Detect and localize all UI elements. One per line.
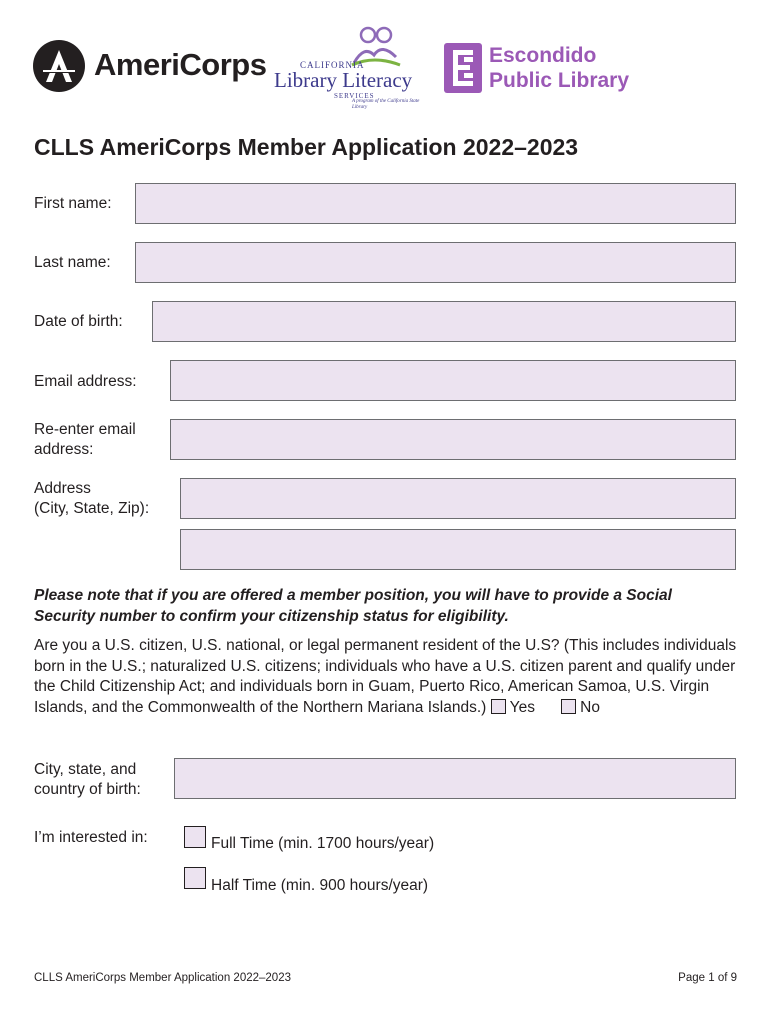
citizenship-question <box>34 636 739 718</box>
address-label <box>34 479 149 519</box>
ssn-note: Please note that if you are offered a member position, you will have to provide a Social Security number to confirm your citizenship status for eligibility. <box>34 587 672 625</box>
birthplace-label <box>34 760 141 800</box>
escondido-library-name <box>489 43 629 93</box>
clls-california-text: CALIFORNIA <box>300 60 365 70</box>
address-label-line1: Address <box>34 480 91 497</box>
first-name-field[interactable] <box>135 183 736 224</box>
reenter-email-label-line1: Re-enter email <box>34 421 136 438</box>
clls-name-text: Library Literacy <box>274 68 413 92</box>
citizenship-no-label: No <box>580 698 600 716</box>
last-name-field[interactable] <box>135 242 736 283</box>
reenter-email-label <box>34 420 136 460</box>
epl-line1: Escondido <box>489 44 597 67</box>
address-field-line2[interactable] <box>180 529 736 570</box>
reenter-email-field[interactable] <box>170 419 736 460</box>
page-title: CLLS AmeriCorps Member Application 2022–2023 <box>34 134 579 160</box>
escondido-library-icon <box>444 43 482 93</box>
footer-page-number: Page 1 of 9 <box>678 972 737 984</box>
interest-label: I’m interested in: <box>34 829 148 846</box>
americorps-wordmark: AmeriCorps <box>94 47 267 82</box>
address-label-line2: (City, State, Zip): <box>34 500 150 517</box>
last-name-label: Last name: <box>34 254 111 271</box>
half-time-label: Half Time (min. 900 hours/year) <box>211 877 429 894</box>
birthplace-label-line1: City, state, and <box>34 761 137 778</box>
birthplace-field[interactable] <box>174 758 736 799</box>
citizenship-yes-checkbox[interactable] <box>491 699 506 714</box>
clls-program-text: A program of the California State Library <box>352 99 420 110</box>
email-label: Email address: <box>34 373 137 390</box>
email-field[interactable] <box>170 360 736 401</box>
reenter-email-label-line2: address: <box>34 441 94 458</box>
dob-field[interactable] <box>152 301 736 342</box>
citizenship-yes-label: Yes <box>509 698 535 716</box>
address-field-line1[interactable] <box>180 478 736 519</box>
footer-doc-title: CLLS AmeriCorps Member Application 2022–2023 <box>34 972 291 984</box>
americorps-logo-icon <box>33 40 85 92</box>
clls-services-text: SERVICES <box>334 92 375 100</box>
full-time-label: Full Time (min. 1700 hours/year) <box>211 835 435 852</box>
epl-line2: Public Library <box>489 69 630 92</box>
citizenship-question-text: Are you a U.S. citizen, U.S. national, or legal permanent resident of the U.S? (This includes individuals born in the U.S.; naturalized U.S. citizens; individuals who have a U.S. citizen parent and qualify under the Child Citizenship Act; and individuals born in Guam, Puerto Rico, American Samoa, U.S. Virgin Islands, and the Commonwealth of the Northern Mariana Islands.) <box>34 637 737 716</box>
citizenship-no-checkbox[interactable] <box>561 699 576 714</box>
dob-label: Date of birth: <box>34 313 123 330</box>
half-time-checkbox[interactable] <box>184 867 206 889</box>
first-name-label: First name: <box>34 195 112 212</box>
birthplace-label-line2: country of birth: <box>34 781 141 798</box>
full-time-checkbox[interactable] <box>184 826 206 848</box>
